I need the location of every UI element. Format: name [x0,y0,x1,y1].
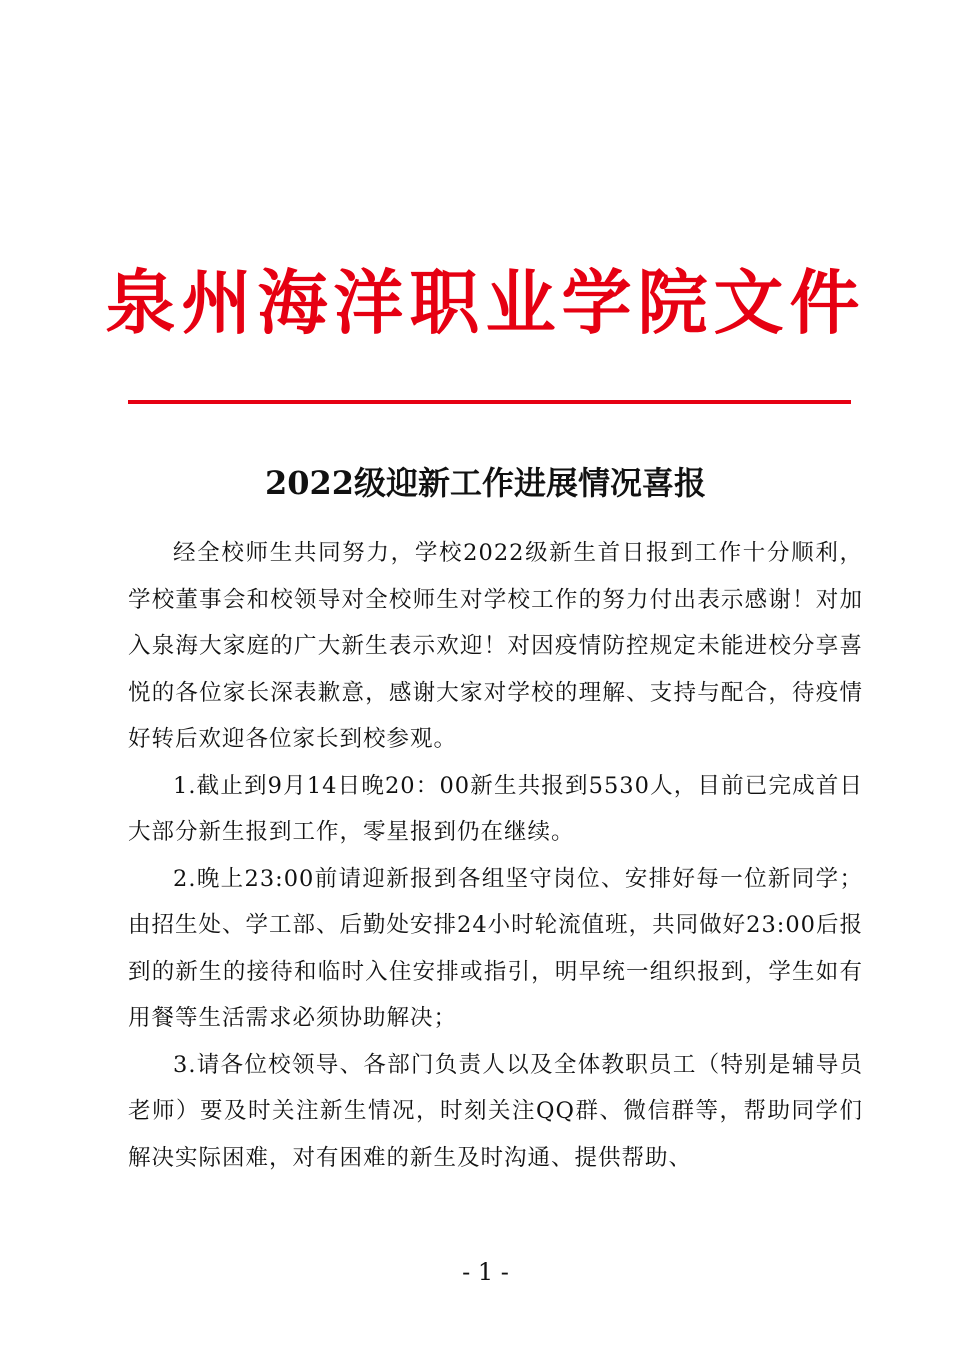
body-paragraph: 经全校师生共同努力，学校2022级新生首日报到工作十分顺利，学校董事会和校领导对全校师生对学校工作的努力付出表示感谢！对加入泉海大家庭的广大新生表示欢迎！对因疫情防控规定未能进校分享喜悦的各位家长深表歉意，感谢大家对学校的理解、支持与配合，待疫情好转后欢迎各位家长到校参观。 [128,540,863,752]
page-number: - 1 - [462,1258,509,1286]
body-paragraph: 3.请各位校领导、各部门负责人以及全体教职员工（特别是辅导员老师）要及时关注新生情况，时刻关注QQ群、微信群等，帮助同学们解决实际困难，对有困难的新生及时沟通、提供帮助、 [128,1051,863,1171]
masthead-divider [128,400,851,404]
body-paragraph: 2.晚上23:00前请迎新报到各组坚守岗位、安排好每一位新同学；由招生处、学工部、后勤处安排24小时轮流值班，共同做好23:00后报到的新生的接待和临时入住安排或指引，明早统一组织报到，学生如有用餐等生活需求必须协助解决； [128,865,863,1031]
document-title: 2022级迎新工作进展情况喜报 [264,464,707,502]
document-masthead: 泉州海洋职业学院文件 [105,261,866,344]
document-body [128,530,863,1181]
body-paragraph: 1.截止到9月14日晚20：00新生共报到5530人，目前已完成首日大部分新生报到工作，零星报到仍在继续。 [128,772,863,845]
